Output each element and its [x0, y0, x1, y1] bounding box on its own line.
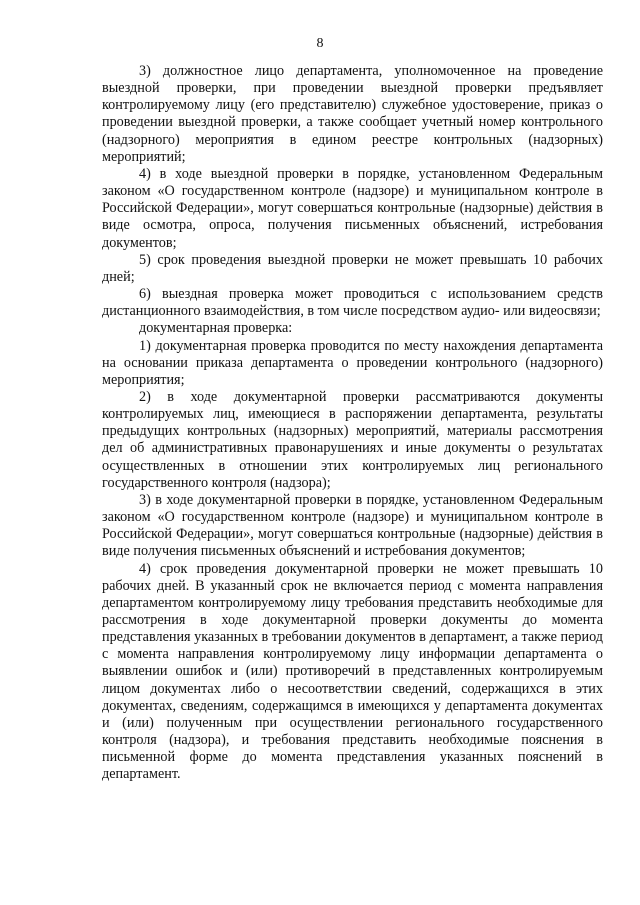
paragraph-item-6-remote-means: 6) выездная проверка может проводиться с использованием средств дистанционного взаимодействия, в том числе посредством аудио- или видеосвязи;: [102, 286, 603, 320]
paragraph-item-3-inspector-duties: 3) должностное лицо департамента, уполномоченное на проведение выездной проверки, при проведении выездной проверки предъявляет контролируемому лицу (его представителю) служебное удостоверение, приказ о проведении выездной проверки, а также сообщает учетный номер контрольного (надзорного) мероприятия в едином реестре контрольных (надзорных) мероприятий;: [102, 63, 603, 165]
paragraph-doc-item-2-review: 2) в ходе документарной проверки рассматриваются документы контролируемых лиц, имеющиеся в распоряжении департамента, результаты предыдущих контрольных (надзорных) мероприятий, материалы рассмотрения дел об административных правонарушениях и иные документы о результатах осуществленных в отношении этих контролируемых лиц регионального государственного контроля (надзора);: [102, 388, 603, 491]
paragraph-documentary-heading: документарная проверка:: [139, 320, 293, 337]
document-body: [102, 63, 603, 784]
paragraph-item-4-field-actions: 4) в ходе выездной проверки в порядке, установленном Федеральным законом «О государственном контроле (надзоре) и муниципальном контроле в Российской Федерации», могут совершаться контрольные (надзорные) действия в виде осмотра, опроса, получения письменных объяснений, истребования документов;: [102, 165, 603, 251]
paragraph-doc-item-3-actions: 3) в ходе документарной проверки в порядке, установленном Федеральным законом «О государственном контроле (надзоре) и муниципальном контроле в Российской Федерации», могут совершаться контрольные (надзорные) действия в виде получения письменных объяснений и истребования документов;: [102, 491, 603, 560]
page-number: 8: [316, 36, 324, 51]
paragraph-doc-item-4-term: 4) срок проведения документарной проверки не может превышать 10 рабочих дней. В указанный срок не включается период с момента направления департаментом контролируемому лицу требования представить необходимые для рассмотрения в ходе документарной проверки документы до момента представления указанных в требовании документов в департамент, а также период с момента направления контролируемому лицу информации департамента о выявлении ошибок и (или) противоречий в представленных контролируемым лицом документах либо о несоответствии сведений, содержащихся в этих документах, сведениям, содержащимся в имеющихся у департамента документах и (или) полученным при осуществлении регионального государственного контроля (надзора), и требования представить необходимые пояснения в письменной форме до момента представления указанных пояснений в департамент.: [102, 560, 603, 783]
paragraph-doc-item-1-location: 1) документарная проверка проводится по месту нахождения департамента на основании приказа департамента о проведении контрольного (надзорного) мероприятия;: [102, 337, 603, 388]
paragraph-item-5-field-term: 5) срок проведения выездной проверки не может превышать 10 рабочих дней;: [102, 251, 603, 285]
